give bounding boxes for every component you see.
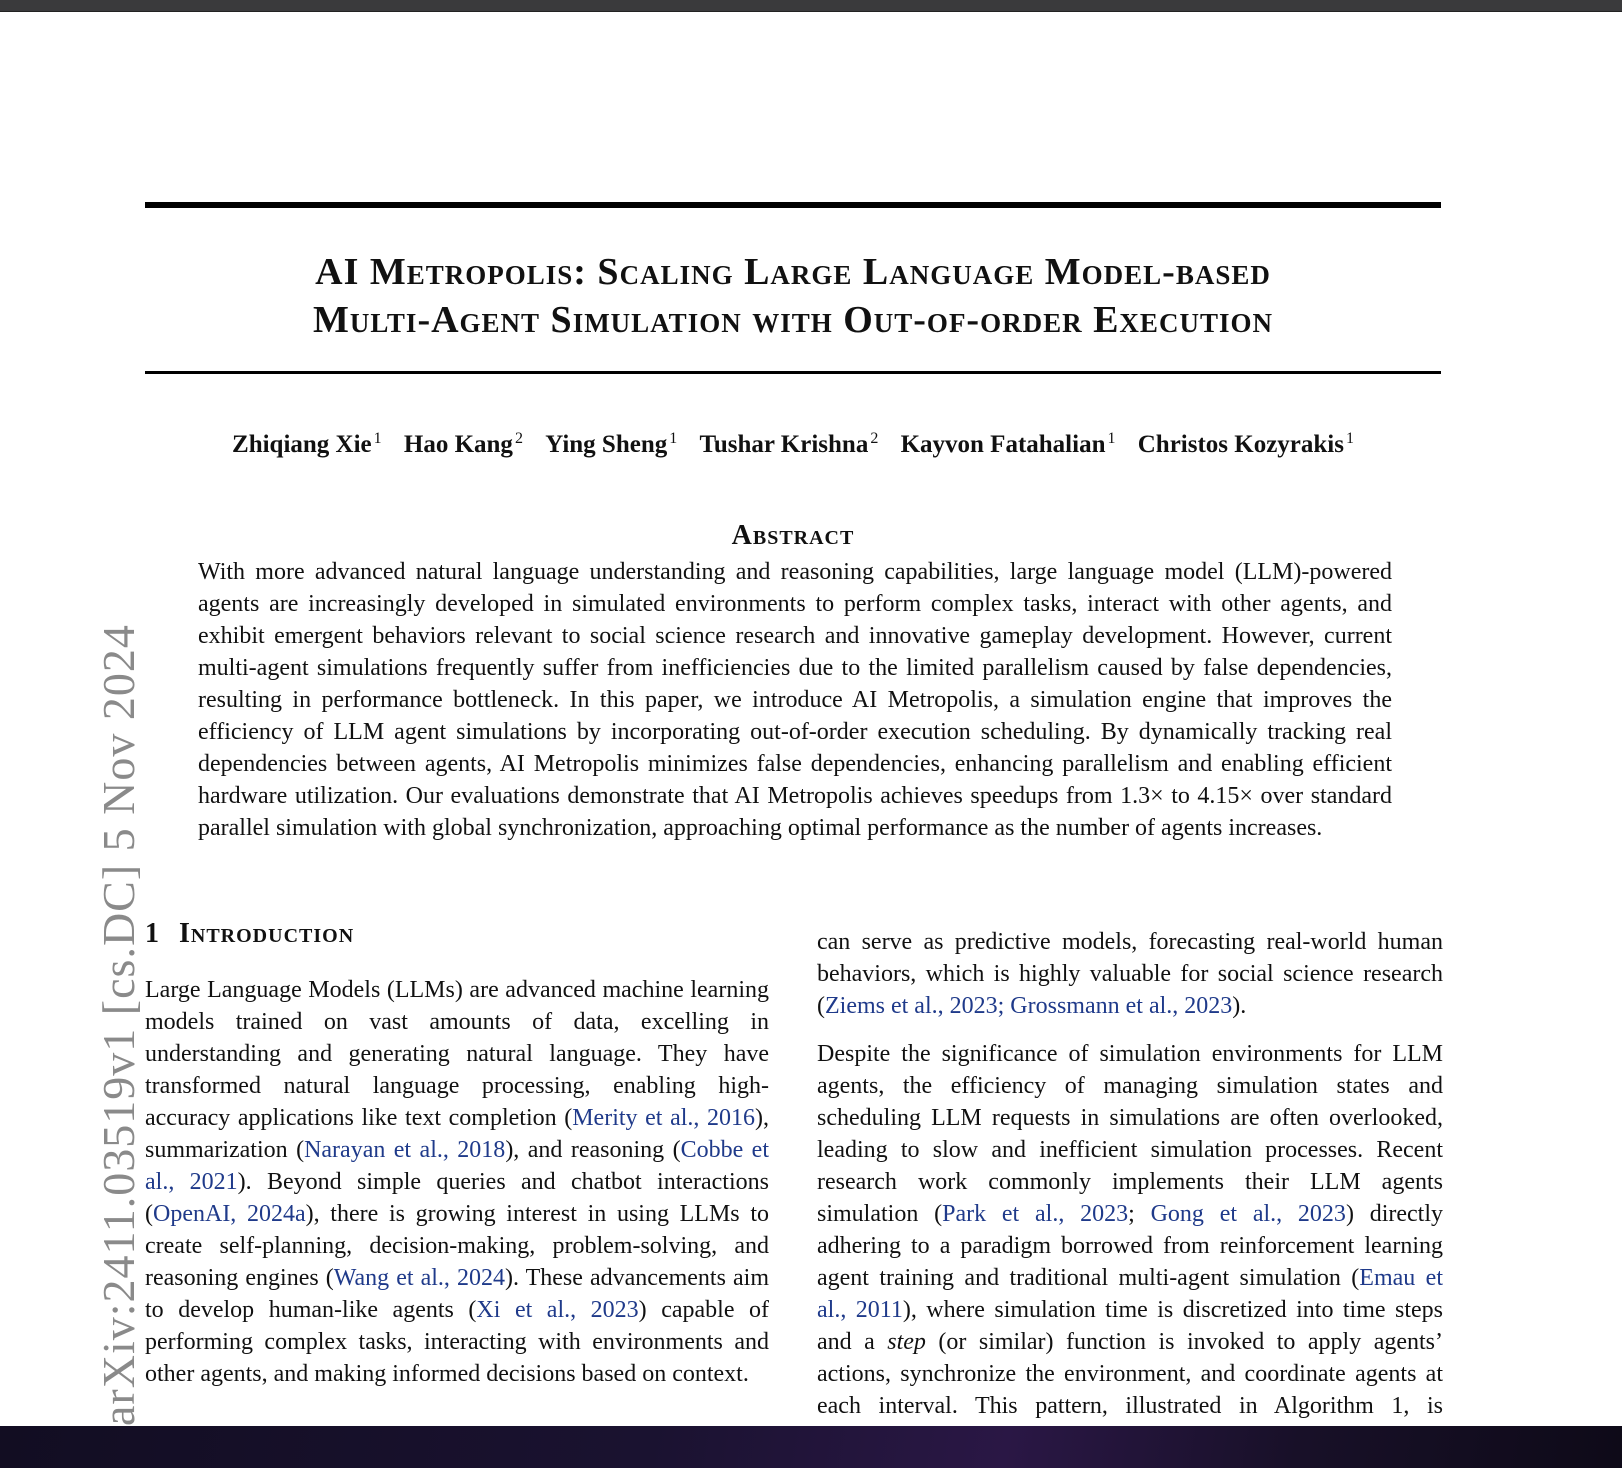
window-top-bar: [0, 0, 1622, 12]
citation-link[interactable]: Cobbe et al., 2021: [145, 1137, 769, 1195]
text-run: (or similar) function is invoked to apply agents’ actions, synchronize the environment, and coordinate agents at each interval. This pattern, illustrated in Algorithm 1, is: [817, 1329, 1443, 1419]
author: [545, 431, 677, 458]
text-run: Large Language Models (LLMs) are advanced machine learning models trained on vast amounts of data, excelling in understanding and generating natural language. They have transformed natural language processing, enabling high-accuracy applications like text completion (: [145, 977, 769, 1131]
abstract-text: With more advanced natural language understanding and reasoning capabilities, large language model (LLM)-powered agents are increasingly developed in simulated environments to perform complex tasks, interact with other agents, and exhibit emergent behaviors relevant to social science research and innovative gameplay development. However, current multi-agent simulations frequently suffer from inefficiencies due to the limited parallelism caused by false dependencies, resulting in performance bottleneck. In this paper, we introduce AI Metropolis, a simulation engine that improves the efficiency of LLM agent simulations by incorporating out-of-order execution scheduling. By dynamically tracking real dependencies between agents, AI Metropolis minimizes false dependencies, enhancing parallelism and enabling efficient hardware utilization. Our evaluations demonstrate that AI Metropolis achieves speedups from 1.3× to 4.15× over standard parallel simulation with global synchronization, approaching optimal performance as the number of agents increases.: [198, 559, 1392, 841]
window-bottom-bar: [0, 1426, 1622, 1468]
intro-right-column: [817, 926, 1443, 1426]
intro-paragraph: [817, 926, 1443, 1022]
author-name: Christos Kozyrakis: [1137, 431, 1344, 459]
text-run: ), and reasoning (: [505, 1137, 681, 1163]
author-affiliation: 2: [870, 430, 879, 447]
emphasis-text: step: [887, 1329, 926, 1355]
text-run: ). Beyond simple queries and chatbot interactions (: [145, 1169, 769, 1227]
citation-link[interactable]: OpenAI, 2024a: [153, 1201, 306, 1227]
author: [232, 431, 382, 458]
section-title: Introduction: [179, 918, 355, 949]
title-top-rule: [145, 202, 1441, 208]
citation-link[interactable]: Ziems et al., 2023; Grossmann et al., 2023: [825, 993, 1233, 1019]
section-heading: [145, 918, 645, 950]
citation-link[interactable]: Gong et al., 2023: [1150, 1201, 1346, 1227]
title-bottom-rule: [145, 371, 1441, 374]
author-affiliation: 1: [373, 430, 382, 447]
author-name: Zhiqiang Xie: [232, 431, 372, 459]
author: [901, 431, 1116, 458]
author-affiliation: 1: [1345, 430, 1354, 447]
abstract-heading: Abstract: [731, 520, 855, 551]
text-run: ), where simulation time is discretized into time steps and a: [817, 1297, 1443, 1355]
author-name: Ying Sheng: [545, 431, 668, 459]
author-name: Kayvon Fatahalian: [900, 431, 1106, 459]
author: [1138, 431, 1354, 458]
title-line-2: Multi-Agent Simulation with Out-of-order Execution: [313, 299, 1273, 341]
intro-paragraph: [817, 1038, 1443, 1454]
paper-title: [145, 248, 1441, 344]
citation-link[interactable]: Narayan et al., 2018: [304, 1137, 506, 1163]
citation-link[interactable]: Emau et al., 2011: [817, 1265, 1443, 1323]
author-affiliation: 1: [669, 430, 678, 447]
citation-link[interactable]: Xi et al., 2023: [476, 1297, 639, 1323]
author-list: [145, 430, 1441, 459]
text-run: ) capable of performing complex tasks, interacting with environments and other agents, and making informed decisions based on context.: [145, 1297, 770, 1387]
text-run: ).: [1232, 993, 1247, 1019]
arxiv-sidebar: [42, 575, 144, 1426]
author-affiliation: 2: [514, 430, 523, 447]
author-name: Hao Kang: [403, 431, 513, 459]
text-run: can serve as predictive models, forecasting real-world human behaviors, which is highly valuable for social science research (: [817, 929, 1443, 1019]
author-name: Tushar Krishna: [699, 431, 869, 459]
title-line-1: AI Metropolis: Scaling Large Language Model-based: [315, 251, 1271, 293]
text-run: ), there is growing interest in using LLMs to create self-planning, decision-making, problem-solving, and reasoning engines (: [145, 1201, 769, 1291]
citation-link[interactable]: Merity et al., 2016: [572, 1105, 756, 1131]
author-affiliation: 1: [1107, 430, 1116, 447]
section-number: 1: [145, 918, 159, 949]
author: [699, 431, 878, 458]
text-run: Despite the significance of simulation environments for LLM agents, the efficiency of managing simulation states and scheduling LLM requests in simulations are often overlooked, leading to slow and inefficient simulation processes. Recent research work commonly implements their LLM agents simulation (: [817, 1041, 1443, 1227]
intro-left-column: [145, 974, 769, 1426]
arxiv-identifier: arXiv:2411.03519v1 [cs.DC] 5 Nov 2024: [93, 624, 144, 1426]
citation-link[interactable]: Wang et al., 2024: [333, 1265, 505, 1291]
text-run: ) directly adhering to a paradigm borrowed from reinforcement learning agent training and traditional multi-agent simulation (: [817, 1201, 1444, 1291]
text-run: ;: [1128, 1201, 1151, 1227]
author: [404, 431, 523, 458]
text-run: ). These advancements aim to develop human-like agents (: [145, 1265, 769, 1323]
intro-paragraph: [145, 974, 769, 1390]
text-run: ), summarization (: [145, 1105, 770, 1163]
citation-link[interactable]: Park et al., 2023: [942, 1201, 1129, 1227]
